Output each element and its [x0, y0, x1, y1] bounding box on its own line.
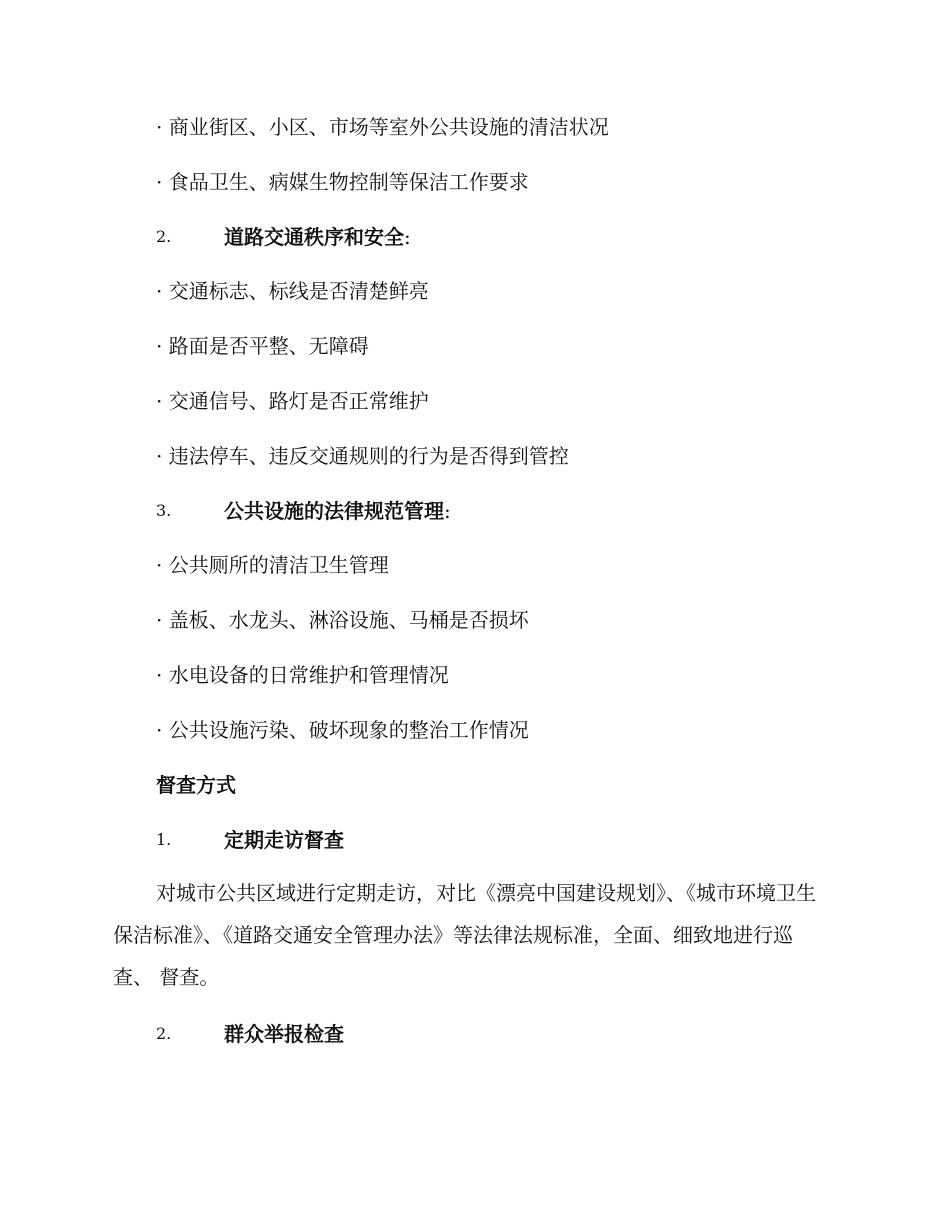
list-item: · 水电设备的日常维护和管理情况 [156, 663, 449, 687]
section-title-colon: : [404, 225, 411, 249]
list-item: · 公共厕所的清洁卫生管理 [156, 553, 389, 577]
list-item: · 盖板、水龙头、淋浴设施、马桶是否损坏 [156, 608, 529, 632]
list-item: · 交通标志、标线是否清楚鲜亮 [156, 279, 429, 303]
list-item: · 交通信号、路灯是否正常维护 [156, 389, 429, 413]
section-title [224, 497, 451, 525]
section-number: 2. [156, 227, 172, 246]
method-number: 2. [156, 1024, 172, 1043]
method-paragraph [113, 872, 830, 998]
method-number: 1. [156, 830, 172, 849]
method-title: 定期走访督查 [224, 828, 344, 852]
list-item: · 公共设施污染、破坏现象的整治工作情况 [156, 718, 529, 742]
method-paragraph-text: 对城市公共区域进行定期走访，对比《漂亮中国建设规划》、《城市环境卫生保洁标准》、《道路交通安全管理办法》等法律法规标准，全面、细致地进行巡查、 督查。 [113, 881, 816, 989]
section-number: 3. [156, 501, 172, 520]
methods-heading: 督查方式 [156, 773, 236, 797]
list-item: · 路面是否平整、无障碍 [156, 334, 369, 358]
section-title-text: 公共设施的法律规范管理 [224, 499, 444, 523]
list-item: · 食品卫生、病媒生物控制等保洁工作要求 [156, 170, 529, 194]
list-item: · 违法停车、违反交通规则的行为是否得到管控 [156, 444, 569, 468]
section-title-text: 道路交通秩序和安全 [224, 225, 404, 249]
list-item: · 商业街区、小区、市场等室外公共设施的清洁状况 [156, 115, 609, 139]
section-title-colon: : [444, 499, 451, 523]
section-title [224, 223, 411, 251]
method-title: 群众举报检查 [224, 1022, 344, 1046]
